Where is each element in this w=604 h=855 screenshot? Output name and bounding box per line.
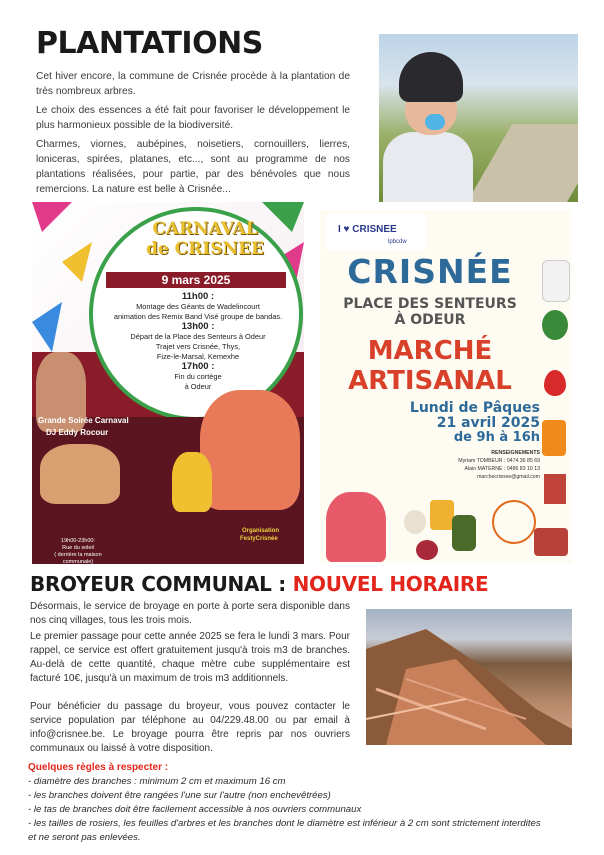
broyeur-paragraph-2: Le premier passage pour cette année 2025 se fera le lundi 3 mars. Pour rappel, ce service est offert gratuitement jusqu'à trois m3 de branches. Au-delà de cette quantité, chaque mètre cube supplémentaire est facturé 10€, jusqu'à un maximum de trois m3 additionnels. — [30, 631, 350, 684]
child-photo — [379, 34, 578, 202]
broyeur-paragraph-3: Pour bénéficier du passage du broyeur, vous pouvez contacter le service population par téléphone au 04/229.48.00 ou par email à info@crisnee.be. Le broyage pourra être repris par nos ouvriers communaux ou laissé à votre disposition. — [30, 701, 350, 754]
crisnee-logo-sub: lpbcdw — [388, 239, 407, 245]
rule-item: et ne seront pas enlevées. — [28, 832, 141, 843]
sausage-icon — [534, 528, 568, 556]
crisnee-logo-text: I ♥ CRISNEE — [338, 224, 397, 235]
marche-place-line-2: À ODEUR — [394, 312, 466, 328]
cheese-icon — [430, 500, 454, 530]
program-desc-1a: Montage des Géants de Wadelincourt — [136, 302, 260, 311]
marche-info-email: marchecrisnee@gmail.com — [477, 474, 540, 480]
wood-pile-illustration — [366, 609, 572, 745]
crisnee-logo — [326, 214, 426, 250]
soiree-time: 19h00-23h00: — [61, 538, 95, 544]
rule-item: - les tailles de rosiers, les feuilles d'arbres et les branches dont le diamètre est inférieur à 2 cm sont strictement interdites — [28, 818, 541, 829]
rules-list — [28, 775, 588, 845]
soiree-street: Rue du soleil — [62, 545, 94, 551]
org-label: Organisation — [242, 528, 280, 534]
pottery-icon — [542, 260, 570, 302]
marche-date-2: 21 avril 2025 — [436, 415, 540, 431]
plantations-paragraph-1: Cet hiver encore, la commune de Crisnée procède à la plantation de très nombreux arbres. — [36, 71, 350, 97]
plantations-title: PLANTATIONS — [36, 26, 263, 61]
program-desc-2a: Départ de la Place des Senteurs à Odeur — [130, 332, 266, 341]
marche-date-3: de 9h à 16h — [453, 430, 540, 445]
wood-chips-photo — [366, 609, 572, 745]
marche-town-name: CRISNÉE — [347, 252, 513, 291]
carnaval-date: 9 mars 2025 — [106, 272, 286, 288]
juice-bottle-icon — [542, 420, 566, 456]
broyeur-title-highlight: NOUVEL HORAIRE — [292, 572, 489, 596]
program-desc-1b: animation des Remix Band Visé groupe de bandas. — [113, 312, 283, 321]
program-desc-2b: Trajet vers Crisnée, Thys, — [155, 342, 241, 351]
program-time-3: 17h00 : — [181, 361, 215, 372]
carnaval-figure-dj — [40, 444, 120, 504]
marche-info-title: RENSEIGNEMENTS — [491, 450, 540, 456]
carnaval-title — [130, 219, 280, 259]
soiree-title: Grande Soirée Carnaval — [38, 416, 129, 425]
marche-place-line-1: PLACE DES SENTEURS — [343, 296, 517, 312]
program-time-2: 13h00 : — [181, 321, 215, 332]
photo-pacifier — [425, 114, 445, 130]
jar-icon — [452, 515, 476, 551]
photo-coat — [383, 132, 473, 202]
marche-title-line-1: MARCHÉ — [367, 336, 493, 366]
marche-poster — [320, 210, 572, 563]
soiree-dj: DJ Eddy Rocour — [46, 428, 109, 437]
carnaval-poster — [32, 202, 304, 564]
broyeur-title-main: BROYEUR COMMUNAL : — [30, 572, 293, 596]
earrings-icon — [492, 500, 536, 544]
photo-hat — [399, 52, 463, 102]
carnaval-title-line-1: CARNAVAL — [152, 219, 258, 239]
program-time-1: 11h00 : — [181, 291, 215, 302]
marche-date-1: Lundi de Pâques — [409, 400, 540, 416]
onion-icon — [416, 540, 438, 560]
org-name: FestyCrisnée — [240, 536, 278, 542]
carnaval-title-line-2: de CRISNEE — [146, 239, 264, 259]
rule-item: - le tas de branches doit être facilement accessible à nos ouvriers communaux — [28, 804, 362, 815]
marche-info-contact-2: Alain MATERNE : 0486 83 10 13 — [464, 466, 540, 472]
marche-info-contact-1: Myriam TOMBEUR : 0474 36 85 69 — [458, 458, 540, 464]
marche-title-line-2: ARTISANAL — [348, 366, 512, 396]
plantations-paragraph-3: Charmes, viornes, aubépines, noisetiers, cornouillers, lierres, loniceras, spirées, platanes, etc..., sont au programme de nos plantations réalisées, pour partie, par des bénévoles que nous remercions. La nature est belle à Crisnée... — [36, 139, 350, 195]
flowers-icon — [326, 492, 386, 562]
photo-path — [466, 124, 578, 202]
rule-item: - les branches doivent être rangées l'une sur l'autre (non enchevêtrées) — [28, 790, 331, 801]
program-desc-3b: à Odeur — [184, 382, 212, 391]
broyeur-title — [30, 572, 488, 596]
plant-icon — [542, 310, 568, 340]
carnaval-figure-costume — [172, 452, 212, 512]
rules-title: Quelques règles à respecter : — [28, 762, 169, 773]
program-desc-3a: Fin du cortège — [174, 372, 222, 381]
garlic-icon — [404, 510, 426, 534]
rule-item: - diamètre des branches : minimum 2 cm et maximum 16 cm — [28, 776, 286, 787]
carnaval-figure-crowd — [200, 390, 300, 510]
soiree-location — [40, 538, 116, 564]
plantations-paragraph-2: Le choix des essences a été fait pour favoriser le développement le plus harmonieux possible de la biodiversité. — [36, 105, 350, 131]
candle-icon — [544, 474, 566, 504]
soiree-place: ( derrière la maison communale) — [54, 552, 102, 564]
strawberry-icon — [544, 370, 566, 396]
carnaval-program — [108, 292, 288, 392]
program-desc-2c: Fize-le-Marsal, Kemexhe — [156, 352, 240, 361]
broyeur-paragraph-1: Désormais, le service de broyage en porte à porte sera disponible dans nos cinq villages, tous les trois mois. — [30, 601, 350, 626]
